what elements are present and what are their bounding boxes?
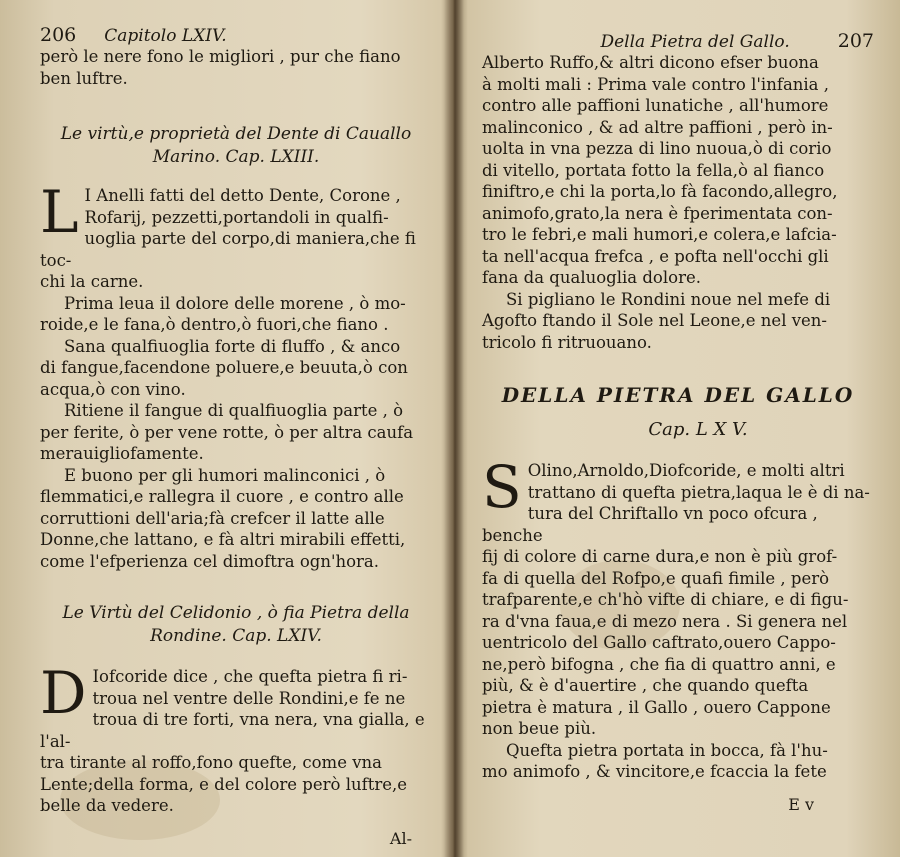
text-line: più, & è d'auertire , che quando quefta xyxy=(482,676,809,695)
text-line: Lente;della forma, e del colore però luftre,e xyxy=(40,774,408,794)
text-line: Alberto Ruffo,& altri dicono efser buona xyxy=(482,53,819,72)
text-line: Agofto ftando il Sole nel Leone,e nel ven- xyxy=(482,311,828,330)
text-line: di fangue,facendone poluere,e beuuta,ò con xyxy=(40,358,408,377)
text-line: pietra è matura , il Gallo , ouero Cappone xyxy=(482,697,831,717)
text-line: non beue più. xyxy=(482,719,597,738)
text-line: tra tirante al roffo,fono quefte, come vna xyxy=(40,753,382,772)
running-head-title-right: Della Pietra del Gallo. xyxy=(600,32,790,52)
text-line: fana da qualuoglia dolore. xyxy=(482,268,701,287)
text-line: Sana qualfiuoglia forte di fluffo , & anco xyxy=(64,336,401,356)
text-line: fa di quella del Rofpo,e quafi fimile , però xyxy=(482,568,830,588)
text-line: chi la carne. xyxy=(40,272,144,291)
heading-line: Le Virtù del Celidonio , ò fia Pietra della xyxy=(62,603,410,623)
section-heading xyxy=(40,123,432,169)
text-line: per ferite, ò per vene rotte, ò per altra caufa xyxy=(40,422,414,442)
text-line: belle da vedere. xyxy=(40,796,174,815)
text-line: però le nere fono le migliori , pur che fiano xyxy=(40,47,401,66)
chapter-number: Cap. L X V. xyxy=(648,419,748,440)
text-line: malinconico , & ad altre paffioni , però in- xyxy=(482,117,833,137)
section-body xyxy=(40,178,432,572)
text-line: Donne,che lattano, e fà altri mirabili effetti, xyxy=(40,530,406,549)
paragraph xyxy=(482,289,874,354)
text-line: à molti mali : Prima vale contro l'infania , xyxy=(482,74,830,94)
text-line: roide,e le fana,ò dentro,ò fuori,che fiano . xyxy=(40,315,389,334)
text-line: ta nell'acqua frefca , e pofta nell'occhi gli xyxy=(482,246,829,266)
text-line: come l'efperienza cel dimoftra ogn'hora. xyxy=(40,551,380,571)
text-line: tro le febri,e mali humori,e colera,e lafcia- xyxy=(482,225,837,244)
text-line: Quefta pietra portata in bocca, fà l'hu- xyxy=(506,740,828,760)
text-line: acqua,ò con vino. xyxy=(40,379,186,399)
text-line: trattano di quefta pietra,laqua le è di na- xyxy=(527,482,870,502)
text-line: mo animofo , & vincitore,e fcaccia la fete xyxy=(482,762,827,781)
heading-line: Le virtù,e proprietà del Dente di Cauallo xyxy=(60,124,412,144)
text-line: fij di colore di carne dura,e non è più grof- xyxy=(482,547,838,566)
drop-capital: D xyxy=(40,659,87,727)
text-line: uoglia parte del corpo,di maniera,che fi toc- xyxy=(40,229,416,270)
text-line: ben luftre. xyxy=(40,68,128,88)
text-line: Prima leua il dolore delle morene , ò mo- xyxy=(64,293,406,313)
page-number-left: 206 xyxy=(40,24,77,46)
text-line: I Anelli fatti del detto Dente, Corone , xyxy=(84,186,401,205)
text-line: corruttioni dell'aria;fà crefcer il latte alle xyxy=(40,508,385,528)
text-line: Ritiene il fangue di qualfiuoglia parte , ò xyxy=(64,401,404,420)
text-line: troua nel ventre delle Rondini,e fe ne xyxy=(92,688,406,708)
right-page xyxy=(458,0,900,857)
running-head-left xyxy=(40,24,432,46)
text-line: troua di tre forti, vna nera, vna gialla, e l'al- xyxy=(40,710,425,751)
text-line: Iofcoride dice , che quefta pietra fi ri- xyxy=(92,667,408,686)
running-head-title-left: Capitolo LXIV. xyxy=(104,26,227,46)
text-line: di vitello, portata fotto la fella,ò al fianco xyxy=(482,160,825,180)
text-line: tura del Chriftallo vn poco ofcura , benche xyxy=(482,504,818,545)
text-line: finiftro,e chi la porta,lo fà facondo,allegro, xyxy=(482,182,838,201)
section-heading xyxy=(40,602,432,648)
text-line: uolta in vna pezza di lino nuoua,ò di corio xyxy=(482,139,832,158)
text-line: trafparente,e ch'hò vifte di chiare, e di figu- xyxy=(482,590,849,609)
text-line: Si pigliano le Rondini noue nel mefe di xyxy=(506,289,831,309)
page-number-right: 207 xyxy=(837,30,874,52)
text-line: Rofarij, pezzetti,portandoli in qualfi- xyxy=(84,207,389,227)
text-line: ra d'vna faua,e di mezo nera . Si genera nel xyxy=(482,611,848,631)
paragraph xyxy=(482,52,874,289)
text-line: E buono per gli humori malinconici , ò xyxy=(64,465,386,485)
section-body xyxy=(40,659,432,817)
text-line: uentricolo del Gallo caftrato,ouero Cappo- xyxy=(482,633,836,652)
drop-capital: L xyxy=(40,178,79,246)
heading-line: Marino. Cap. LXIII. xyxy=(152,147,320,167)
text-line: tricolo fi ritruouano. xyxy=(482,332,652,352)
text-line: Olino,Arnoldo,Diofcoride, e molti altri xyxy=(527,461,845,480)
catchword-right: E v xyxy=(788,794,814,814)
text-line: ne,però bifogna , che fia di quattro anni, e xyxy=(482,654,836,674)
drop-capital: S xyxy=(482,453,522,521)
heading-line: Rondine. Cap. LXIV. xyxy=(150,626,322,646)
text-line: merauigliofamente. xyxy=(40,444,204,463)
catchword-left: Al- xyxy=(389,828,412,848)
text-line: flemmatici,e rallegra il cuore , e contro alle xyxy=(40,487,404,506)
text-line: contro alle paffioni lunatiche , all'humore xyxy=(482,96,829,115)
running-head-right xyxy=(482,30,874,52)
text-line: animofo,grato,la nera è fperimentata con- xyxy=(482,203,833,223)
section-body xyxy=(482,453,874,783)
section-title: DELLA PIETRA DEL GALLO xyxy=(501,383,855,407)
